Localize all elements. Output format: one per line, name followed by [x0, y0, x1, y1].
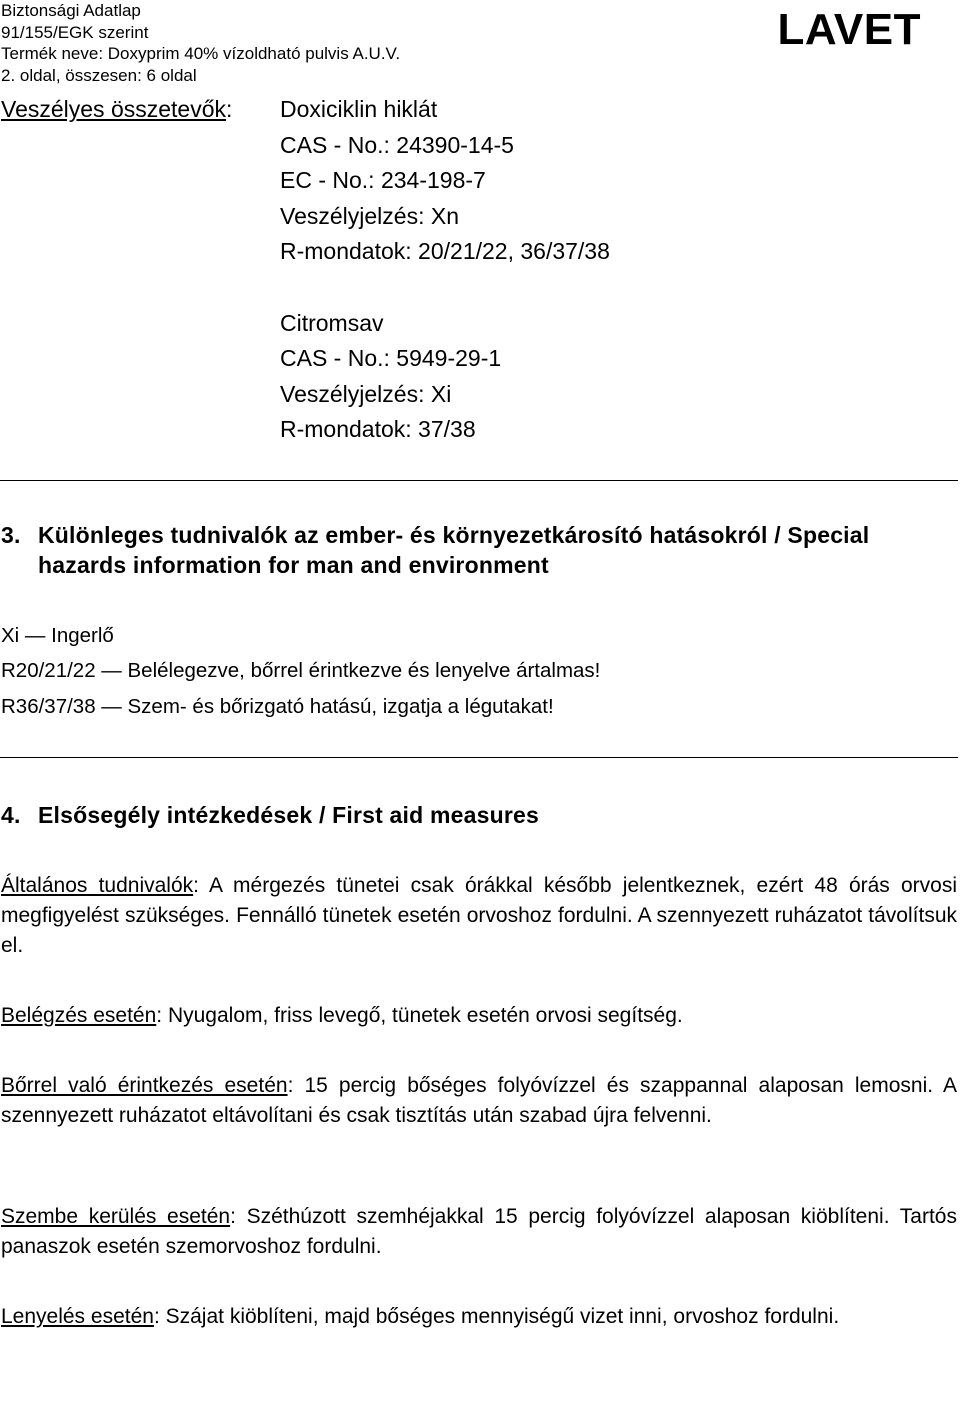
header-product-name: Termék neve: Doxyprim 40% vízoldható pulvis A.U.V.: [1, 44, 401, 63]
section-title-line: Elsősegély intézkedések / First aid measures: [38, 802, 539, 828]
paragraph-text: : A mérgezés tünetei csak órákkal később jelentkeznek, ezért 48 órás orvosi megfigyelést szükséges. Fennálló tünetek esetén orvoshoz fordulni. A szennyezett ruházatot távolítsuk el.: [1, 874, 957, 957]
section-4-title: [1, 800, 539, 830]
ingredient-line: EC - No.: 234-198-7: [280, 167, 486, 193]
section-divider: [0, 757, 958, 758]
ingredient-line: CAS - No.: 24390-14-5: [280, 131, 514, 158]
first-aid-skin-contact: [1, 1071, 957, 1131]
paragraph-text: : Széthúzott szemhéjakkal 15 percig folyóvízzel alaposan kiöblíteni. Tartós panaszok esetén szemorvoshoz fordulni.: [1, 1205, 957, 1258]
section-title-line: Különleges tudnivalók az ember- és környezetkárosító hatásokról / Special: [38, 522, 870, 548]
paragraph-text: : Szájat kiöblíteni, majd bőséges mennyiségű vizet inni, orvoshoz fordulni.: [153, 1305, 840, 1328]
section-number: 4.: [1, 802, 21, 828]
ingredient-line: Veszélyjelzés: Xi: [280, 380, 452, 407]
header-page-number: 2. oldal, összesen: 6 oldal: [1, 65, 197, 85]
paragraph-label: Belégzés esetén: [1, 1004, 157, 1027]
risk-phrase-line: R36/37/38 — Szem- és bőrizgató hatású, izgatja a légutakat!: [1, 695, 554, 718]
section-divider: [0, 480, 958, 481]
ingredient-line: Veszélyjelzés: Xn: [280, 202, 459, 229]
paragraph-text: : Nyugalom, friss levegő, tünetek esetén orvosi segítség.: [156, 1004, 683, 1027]
header-regulation: 91/155/EGK szerint: [1, 22, 149, 42]
document-header: [1, 0, 959, 86]
risk-phrase-line: R20/21/22 — Belélegezve, bőrrel érintkezve és lenyelve ártalmas!: [1, 659, 601, 682]
company-logo: LAVET: [777, 5, 921, 54]
ingredient-line: Doxiciklin hiklát: [280, 96, 438, 122]
ingredient-line: CAS - No.: 5949-29-1: [280, 345, 502, 371]
paragraph-label: Bőrrel való érintkezés esetén: [1, 1074, 288, 1097]
ingredient-citric-acid: [280, 306, 610, 448]
hazard-symbol-line: Xi — Ingerlő: [1, 624, 114, 647]
paragraph-label: Lenyelés esetén: [1, 1305, 154, 1328]
first-aid-ingestion: [1, 1302, 957, 1332]
spacer: [280, 270, 610, 306]
paragraph-text: : 15 percig bőséges folyóvízzel és szappannal alaposan lemosni. A szennyezett ruházatot eltávolítani és csak tisztítás után szabad újra felvenni.: [1, 1074, 958, 1127]
paragraph-label: Szembe kerülés esetén: [1, 1205, 231, 1228]
section-title-line: hazards information for man and environment: [38, 552, 549, 578]
ingredient-line: Citromsav: [280, 309, 384, 336]
ingredient-line: R-mondatok: 37/38: [280, 416, 476, 442]
ingredient-doxycycline: [280, 92, 610, 270]
section-3-title: [1, 520, 869, 580]
section-number: 3.: [1, 522, 21, 548]
paragraph-label: Általános tudnivalók: [1, 874, 194, 897]
ingredient-line: R-mondatok: 20/21/22, 36/37/38: [280, 238, 610, 264]
first-aid-general: [1, 871, 957, 961]
ingredients-list: [280, 92, 610, 448]
ingredients-label: Veszélyes összetevők:: [1, 96, 233, 122]
header-doc-type: Biztonsági Adatlap: [1, 1, 141, 20]
first-aid-eye-contact: [1, 1202, 957, 1262]
first-aid-inhalation: [1, 1001, 957, 1031]
